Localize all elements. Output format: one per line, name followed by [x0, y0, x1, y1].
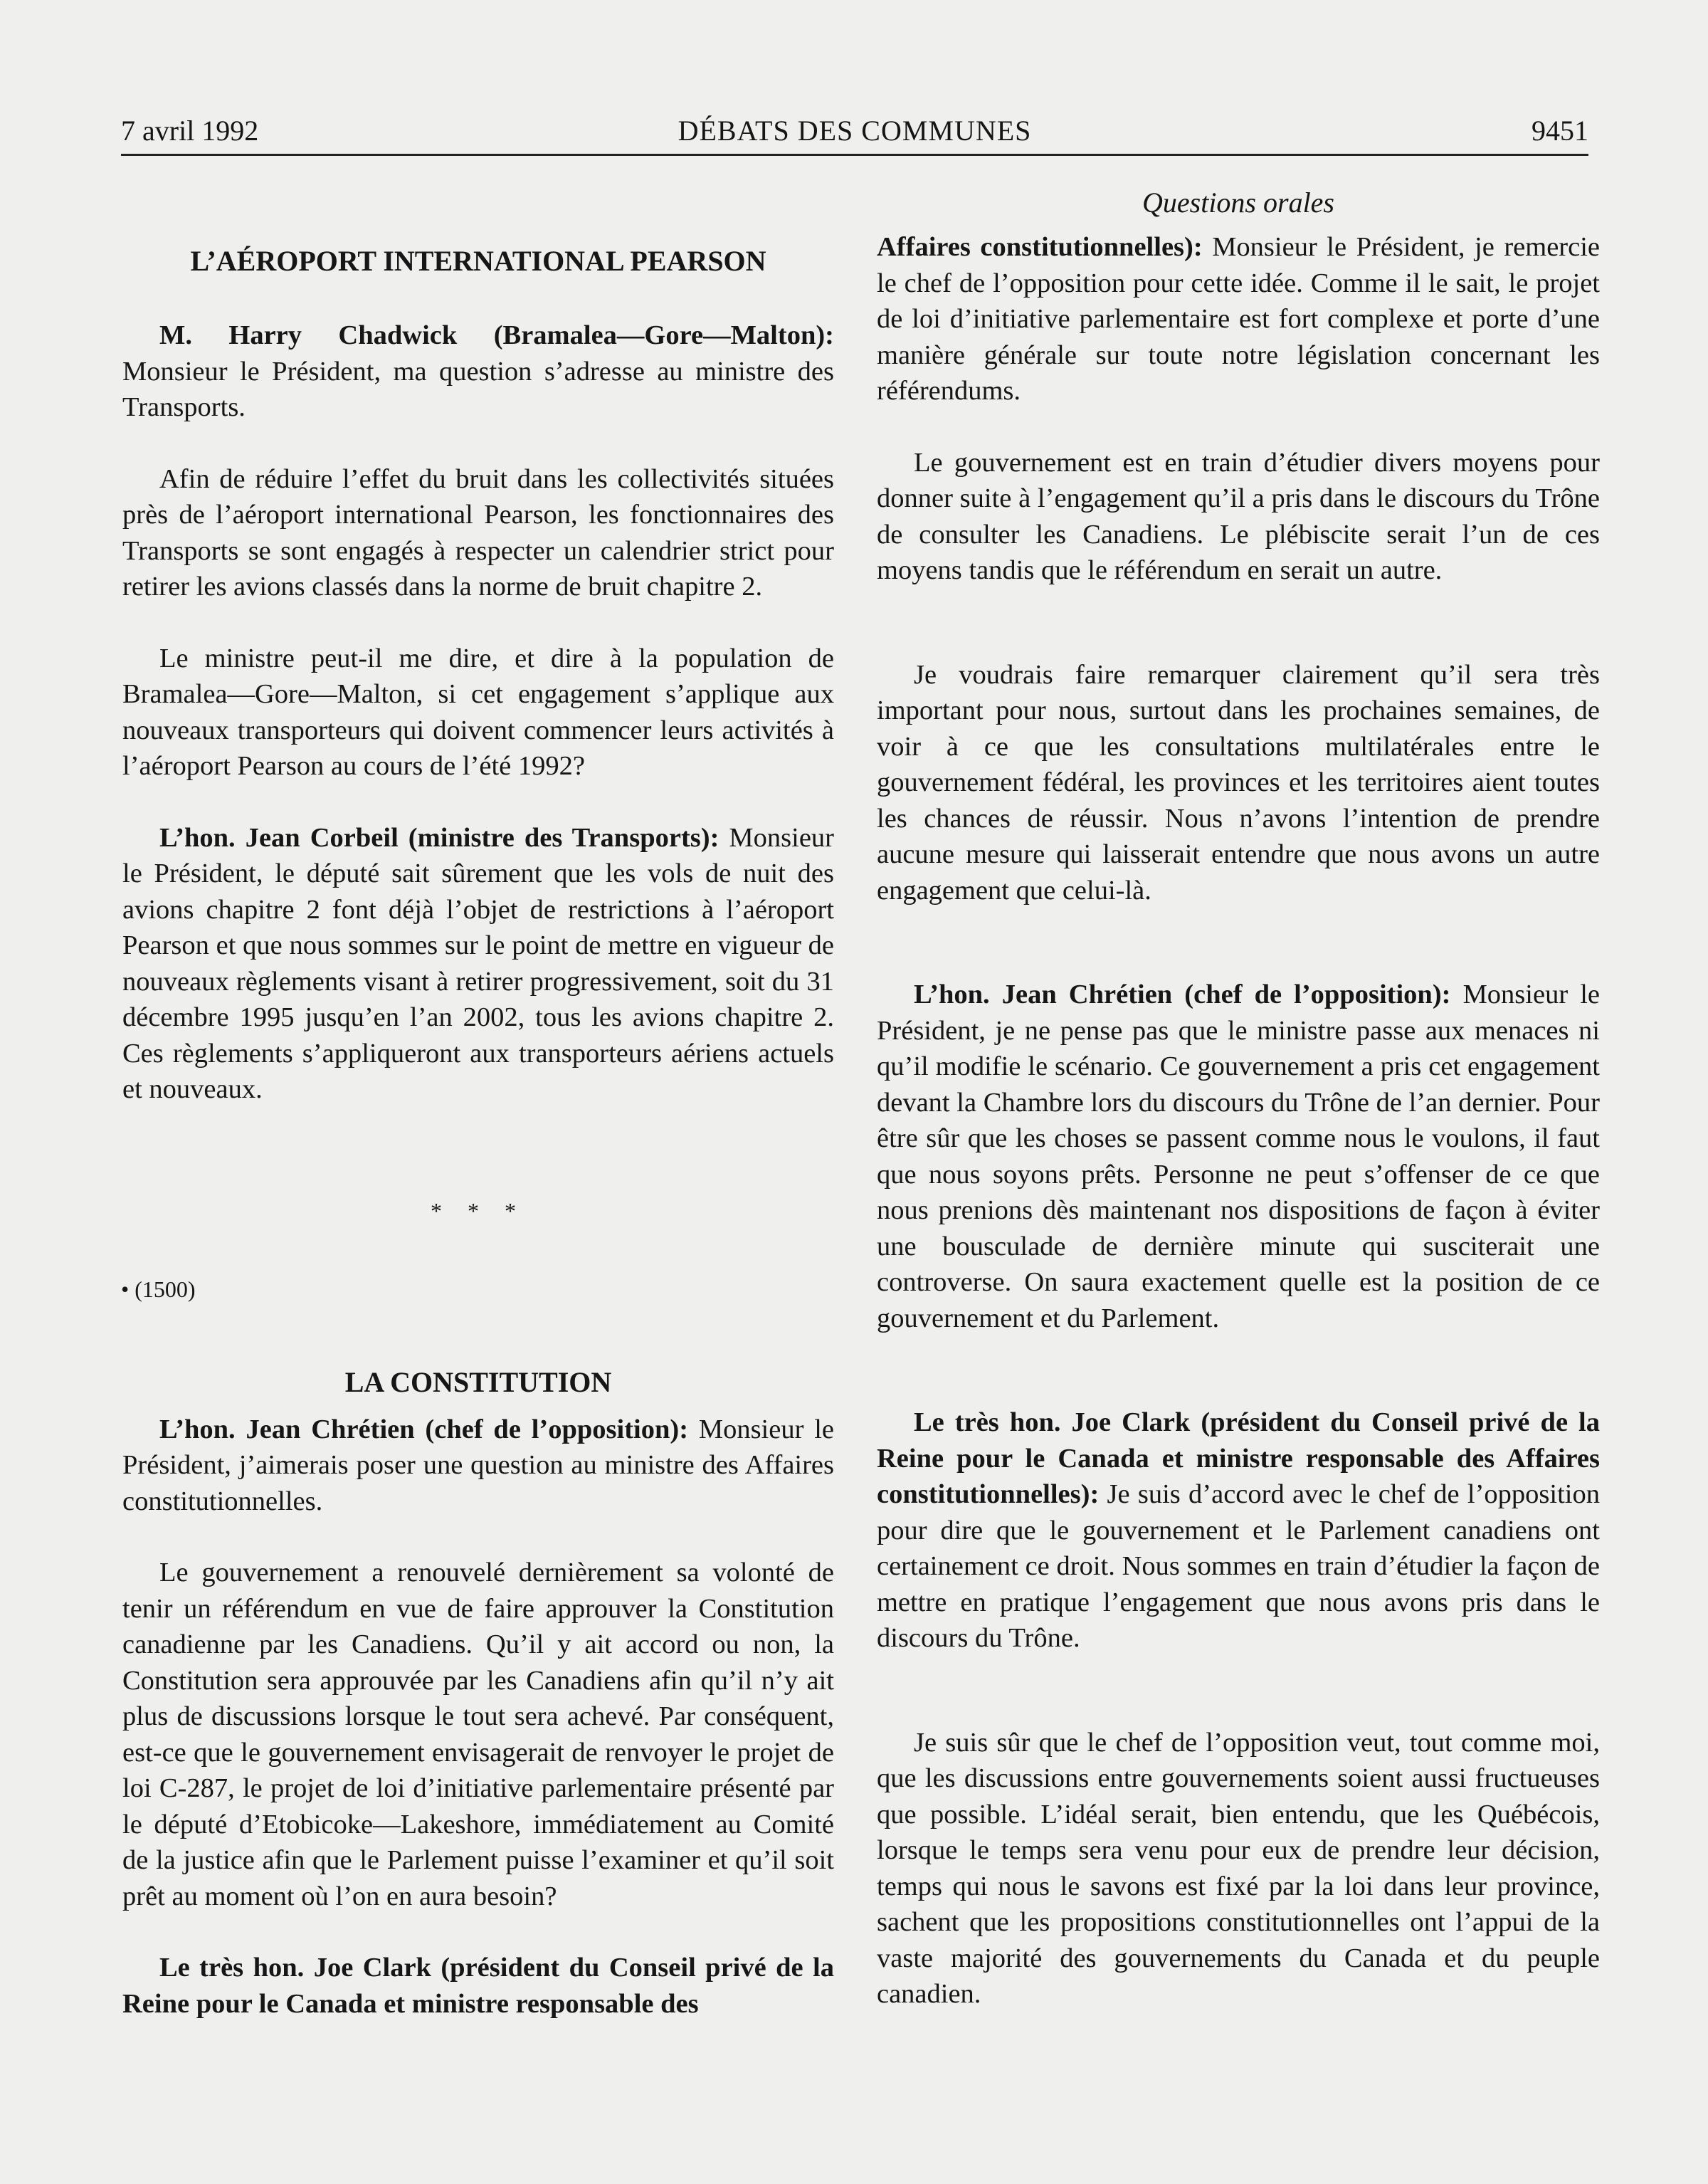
paragraph-chretien-reply [877, 977, 1600, 1336]
section-heading-constitution: LA CONSTITUTION [344, 1365, 612, 1398]
section-separator: * * * [431, 1197, 526, 1224]
paragraph-clark-reply [877, 1405, 1600, 1657]
section-label: Questions orales [1142, 187, 1334, 219]
paragraph: Afin de réduire l’effet du bruit dans les collectivités situées près de l’aéroport international Pearson, les fonctionnaires des Transports se sont engagés à respecter un calendrier strict pour retirer les avions classés dans la norme de bruit chapitre 2. [122, 463, 834, 602]
paragraph-text: Monsieur le Président, ma question s’adresse au ministre des Transports. [122, 356, 834, 422]
paragraph-chretien [122, 1412, 834, 1520]
left-column [122, 185, 834, 2022]
paragraph-chadwick [122, 317, 834, 426]
header-title: DÉBATS DES COMMUNES [678, 115, 1032, 147]
speaker-name: L’hon. Jean Chrétien (chef de l’opposition): [914, 980, 1451, 1009]
paragraph: Le gouvernement est en train d’étudier divers moyens pour donner suite à l’engagement qu’il a pris dans le discours du Trône de consulter les Canadiens. Le plébiscite serait l’un de ces moyens tandis que le référendum en serait un autre. [877, 447, 1600, 585]
right-column [877, 185, 1600, 2012]
paragraph-text: Je suis d’accord avec le chef de l’opposition pour dire que le gouvernement et le Parlement canadiens ont certainement ce droit. Nous sommes en train d’étudier la façon de mettre en pratique l’engagement que nous avons pris dans le discours du Trône. [877, 1479, 1600, 1653]
paragraph-text: Monsieur le Président, je ne pense pas que le ministre passe aux menaces ni qu’il modifie le scénario. Ce gouvernement a pris cet engagement devant la Chambre lors du discours du Trône de l’an dernier. Pour être sûr que les choses se passent comme nous le voulons, il faut que nous soyons prêts. Personne ne peut s’offenser de ce que nous prenions dès maintenant nos dispositions de façon à éviter une bousculade de dernière minute qui susciterait une controverse. On saura exactement quelle est la position de ce gouvernement et du Parlement. [877, 980, 1600, 1333]
paragraph-clark-speaker: Le très hon. Joe Clark (président du Conseil privé de la Reine pour le Canada et ministre responsable des [122, 1953, 834, 2019]
paragraph-clark-continued [877, 229, 1600, 409]
paragraph: Je voudrais faire remarquer clairement qu’il sera très important pour nous, surtout dans les prochaines semaines, de voir à ce que les consultations multilatérales entre le gouvernement fédéral, les provinces et les territoires aient toutes les chances de réussir. Nous n’avons l’intention de prendre aucune mesure qui laisserait entendre que nous avons un autre engagement que celui-là. [877, 659, 1600, 905]
speaker-name: L’hon. Jean Corbeil (ministre des Transports): [159, 822, 719, 853]
header-date: 7 avril 1992 [121, 115, 259, 147]
speaker-name: L’hon. Jean Chrétien (chef de l’opposition): [159, 1414, 689, 1444]
paragraph: Le gouvernement a renouvelé dernièrement sa volonté de tenir un référendum en vue de faire approuver la Constitution canadienne par les Canadiens. Qu’il y ait accord ou non, la Constitution sera approuvée par les Canadiens afin qu’il n’y ait plus de discussions lorsque le tout sera achevé. Par conséquent, est-ce que le gouvernement envisagerait de renvoyer le projet de loi C-287, le projet de loi d’initiative parlementaire présenté par le député d’Etobicoke—Lakeshore, immédiatement au Comité de la justice afin que le Parlement puisse l’examiner et qu’il soit prêt au moment où l’on en aura besoin? [122, 1558, 834, 1911]
speaker-name: Affaires constitutionnelles): [877, 232, 1203, 262]
paragraph: Le ministre peut-il me dire, et dire à la population de Bramalea—Gore—Malton, si cet engagement s’applique aux nouveaux transporteurs qui doivent commencer leurs activités à l’aéroport Pearson au cours de l’été 1992? [122, 643, 834, 781]
section-heading-pearson: L’AÉROPORT INTERNATIONAL PEARSON [190, 245, 766, 277]
paragraph-text: Monsieur le Président, j’aimerais poser une question au ministre des Affaires constitutionnelles. [122, 1414, 834, 1516]
speaker-name: M. Harry Chadwick (Bramalea—Gore—Malton): [159, 320, 834, 350]
timestamp: • (1500) [121, 1276, 196, 1302]
page-number: 9451 [1532, 115, 1588, 147]
page-header [121, 111, 1588, 156]
paragraph-text: Monsieur le Président, le député sait sûrement que les vols de nuit des avions chapitre 2 font déjà l’objet de restrictions à l’aéroport Pearson et que nous sommes sur le point de mettre en vigueur de nouveaux règlements visant à retirer progressivement, soit du 31 décembre 1995 jusqu’en l’an 2002, tous les avions chapitre 2. Ces règlements s’appliqueront aux transporteurs aériens actuels et nouveaux. [122, 822, 834, 1104]
paragraph-text: Monsieur le Président, je remercie le chef de l’opposition pour cette idée. Comme il le sait, le projet de loi d’initiative parlementaire est fort complexe et porte d’une manière générale sur toute notre législation concernant les référendums. [877, 232, 1600, 406]
speaker-name: Le très hon. Joe Clark (président du Conseil privé de la Reine pour le Canada et ministre responsable des Affaires constitutionnelles): [877, 1407, 1600, 1509]
paragraph: Je suis sûr que le chef de l’opposition veut, tout comme moi, que les discussions entre gouvernements soient aussi fructueuses que possible. L’idéal serait, bien entendu, que les Québécois, lorsque le temps sera venu pour eux de prendre leur décision, temps qui nous le savons est fixé par la loi dans leur province, sachent que les propositions constitutionnelles ont l’appui de la vaste majorité des gouvernements du Canada et du peuple canadien. [877, 1727, 1600, 2009]
paragraph-corbeil [122, 820, 834, 1108]
